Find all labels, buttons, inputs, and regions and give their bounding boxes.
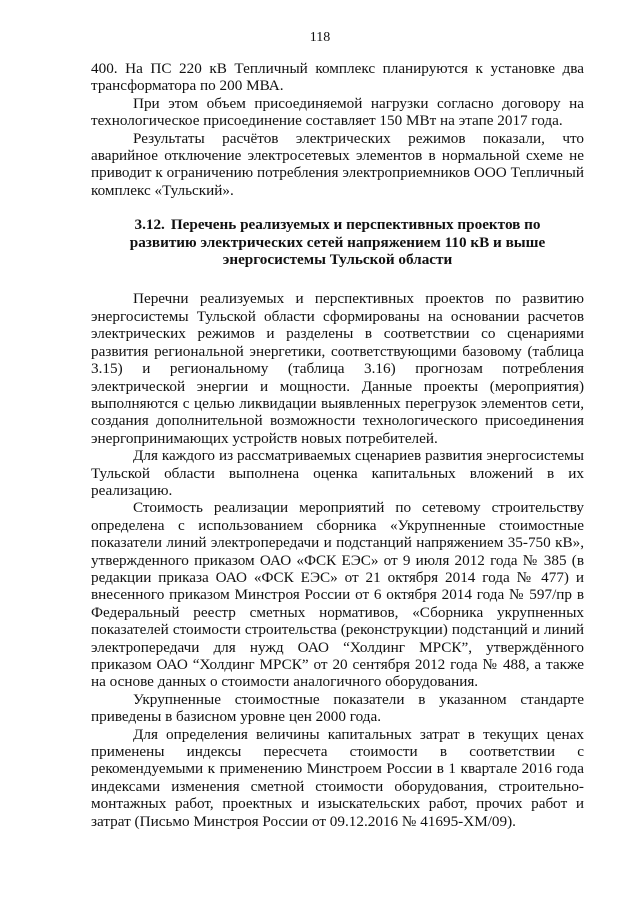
section-heading xyxy=(91,216,584,268)
paragraph: Для каждого из рассматриваемых сценариев развития энергосистемы Тульской области выполнена оценка капитальных вложений в их реализацию. xyxy=(91,447,584,499)
section-title: Перечень реализуемых и перспективных проектов по развитию электрических сетей напряжением 110 кВ и выше энергосистемы Тульской области xyxy=(129,216,546,269)
paragraph: 400. На ПС 220 кВ Тепличный комплекс планируются к установке два трансформатора по 200 МВА. xyxy=(91,60,584,95)
page-content xyxy=(91,60,584,830)
page-number: 118 xyxy=(309,30,331,45)
section-number: 3.12. xyxy=(134,216,165,234)
paragraph: Укрупненные стоимостные показатели в указанном стандарте приведены в базисном уровне цен 2000 года. xyxy=(91,690,584,726)
paragraph: Для определения величины капитальных затрат в текущих ценах применены индексы пересчета стоимости в соответствии с рекомендуемыми к применению Минстроем России в 1 квартале 2016 года индексами изменения сметной стоимости оборудования, строительно-монтажных работ, проектных и изыскательских работ, прочих работ и затрат (Письмо Минстроя России от 09.12.2016 № 41695-ХМ/09). xyxy=(91,725,584,830)
paragraph: Перечни реализуемых и перспективных проектов по развитию энергосистемы Тульской области сформированы на основании расчетов электрических режимов и разделены в соответствии со сценариями развития региональной энергетики, соответствующими базовому (таблица 3.15) и региональному (таблица 3.16) прогнозам потребления электрической энергии и мощности. Данные проекты (мероприятия) выполняются с целью ликвидации выявленных перегрузок элементов сети, создания дополнительной возможности технологического присоединения энергопринимающих устройств новых потребителей. xyxy=(91,290,584,447)
paragraph: При этом объем присоединяемой нагрузки согласно договору на технологическое присоединение составляет 150 МВт на этапе 2017 года. xyxy=(91,94,584,130)
paragraph: Результаты расчётов электрических режимов показали, что аварийное отключение электросетевых элементов в нормальной схеме не приводит к ограничению потребления электроприемников ООО Тепличный комплекс «Тульский». xyxy=(91,129,584,199)
paragraph: Стоимость реализации мероприятий по сетевому строительству определена с использованием сборника «Укрупненные стоимостные показатели линий электропередачи и подстанций напряжением 35-750 кВ», утвержденного приказом ОАО «ФСК ЕЭС» от 9 июля 2012 года № 385 (в редакции приказа ОАО «ФСК ЕЭС» от 21 октября 2014 года № 477) и внесенного приказом Минстроя России от 6 октября 2014 года № 597/пр в Федеральный реестр сметных нормативов, «Сборника укрупненных показателей стоимости строительства (реконструкции) подстанций и линий электропередачи для нужд ОАО “Холдинг МРСК”, утверждённого приказом ОАО “Холдинг МРСК” от 20 сентября 2012 года № 488, а также на основе данных о стоимости аналогичного оборудования. xyxy=(91,499,584,691)
